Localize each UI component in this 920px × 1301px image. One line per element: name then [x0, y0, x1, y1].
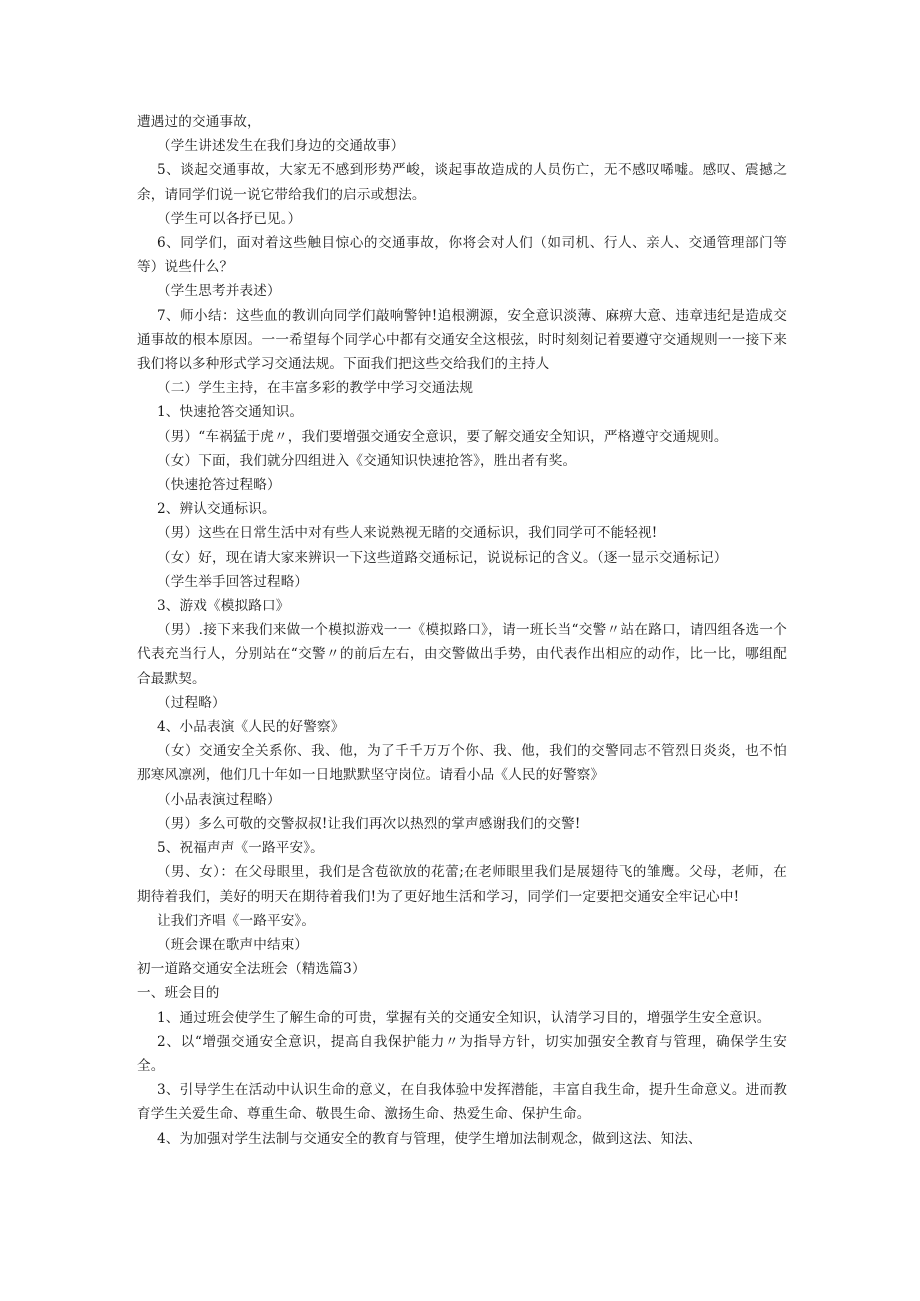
paragraph: （男）这些在日常生活中对有些人来说熟视无睹的交通标识，我们同学可不能轻视! — [157, 525, 658, 542]
paragraph: （男）多么可敬的交警叔叔!让我们再次以热烈的掌声感谢我们的交警! — [157, 815, 581, 832]
paragraph: 4、小品表演《人民的好警察》 — [157, 719, 345, 736]
paragraph: 2、辨认交通标识。 — [157, 501, 276, 518]
paragraph: （快速抢答过程略） — [157, 477, 281, 494]
paragraph: 3、引导学生在活动中认识生命的意义，在自我体验中发挥潜能，丰富自我生命，提升生命意义。进而教育学生关爱生命、尊重生命、敬畏生命、激扬生命、热爱生命、保护生命。 — [137, 1082, 787, 1123]
paragraph: 遭遇过的交通事故， — [137, 114, 261, 130]
paragraph: 3、游戏《模拟路口》 — [157, 598, 290, 615]
paragraph: （过程略） — [157, 694, 226, 711]
paragraph: （学生举手回答过程略） — [157, 573, 309, 590]
paragraph: （女）下面，我们就分四组进入《交通知识快速抢答》，胜出者有奖。 — [157, 452, 577, 469]
paragraph: （学生讲述发生在我们身边的交通故事） — [157, 138, 405, 155]
paragraph: （学生思考并表述） — [157, 283, 281, 300]
paragraph: （女）好，现在请大家来辨识一下这些道路交通标记，说说标记的含义。（逐一显示交通标记） — [157, 549, 728, 566]
paragraph: 7、师小结：这些血的教训向同学们敲响警钟!追根溯源，安全意识淡薄、麻痹大意、违章违纪是造成交通事故的根本原因。一一希望每个同学心中都有交通安全这根弦，时时刻刻记着要遵守交通规则一一接下来我们将以多种形式学习交通法规。下面我们把这些交给我们的主持人 — [137, 307, 787, 373]
paragraph: 6、同学们，面对着这些触目惊心的交通事故，你将会对人们（如司机、行人、亲人、交通管理部门等等）说些什么？ — [137, 235, 787, 276]
paragraph: （男）.接下来我们来做一个模拟游戏一一《模拟路口》，请一班长当“交警〃站在路口，请四组各选一个代表充当行人，分别站在“交警〃的前后左右，由交警做出手势，由代表作出相应的动作，比一比，哪组配合最默契。 — [137, 622, 787, 687]
paragraph: 5、谈起交通事故，大家无不感到形势严峻，谈起事故造成的人员伤亡，无不感叹唏嘘。感叹、震撼之余，请同学们说一说它带给我们的启示或想法。 — [137, 162, 787, 203]
paragraph: （女）交通安全关系你、我、他，为了千千万万个你、我、他，我们的交警同志不管烈日炎炎，也不怕那寒风凛冽，他们几十年如一日地默默坚守岗位。请看小品《人民的好警察》 — [137, 743, 787, 784]
paragraph: （小品表演过程略） — [157, 791, 281, 808]
paragraph: （学生可以各抒已见。） — [157, 210, 302, 227]
paragraph: 1、通过班会使学生了解生命的可贵，掌握有关的交通安全知识，认清学习目的，增强学生安全意识。 — [157, 1009, 771, 1026]
paragraph: 2、以“增强交通安全意识，提高自我保护能力〃为指导方针，切实加强安全教育与管理，确保学生安全。 — [137, 1033, 787, 1074]
paragraph: 一、班会目的 — [137, 985, 220, 1002]
paragraph: （二）学生主持，在丰富多彩的教学中学习交通法规 — [157, 380, 474, 397]
paragraph: （男、女）：在父母眼里，我们是含苞欲放的花蕾;在老师眼里我们是展翅待飞的雏鹰。父母，老师，在期待着我们，美好的明天在期待着我们!为了更好地生活和学习，同学们一定要把交通安全牢记心中! — [137, 864, 787, 905]
paragraph: 4、为加强对学生法制与交通安全的教育与管理，使学生增加法制观念，做到这法、知法、 — [157, 1130, 702, 1147]
paragraph: （男）“车祸猛于虎〃，我们要增强交通安全意识，要了解交通安全知识，严格遵守交通规则。 — [157, 428, 728, 445]
paragraph: 1、快速抢答交通知识。 — [157, 404, 304, 421]
document-body — [137, 110, 787, 1151]
paragraph: 让我们齐唱《一路平安》。 — [157, 912, 316, 929]
paragraph: 初一道路交通安全法班会（精选篇3） — [137, 961, 366, 978]
paragraph: （班会课在歌声中结束） — [157, 936, 309, 953]
paragraph: 5、祝福声声《一路平安》。 — [157, 840, 324, 857]
